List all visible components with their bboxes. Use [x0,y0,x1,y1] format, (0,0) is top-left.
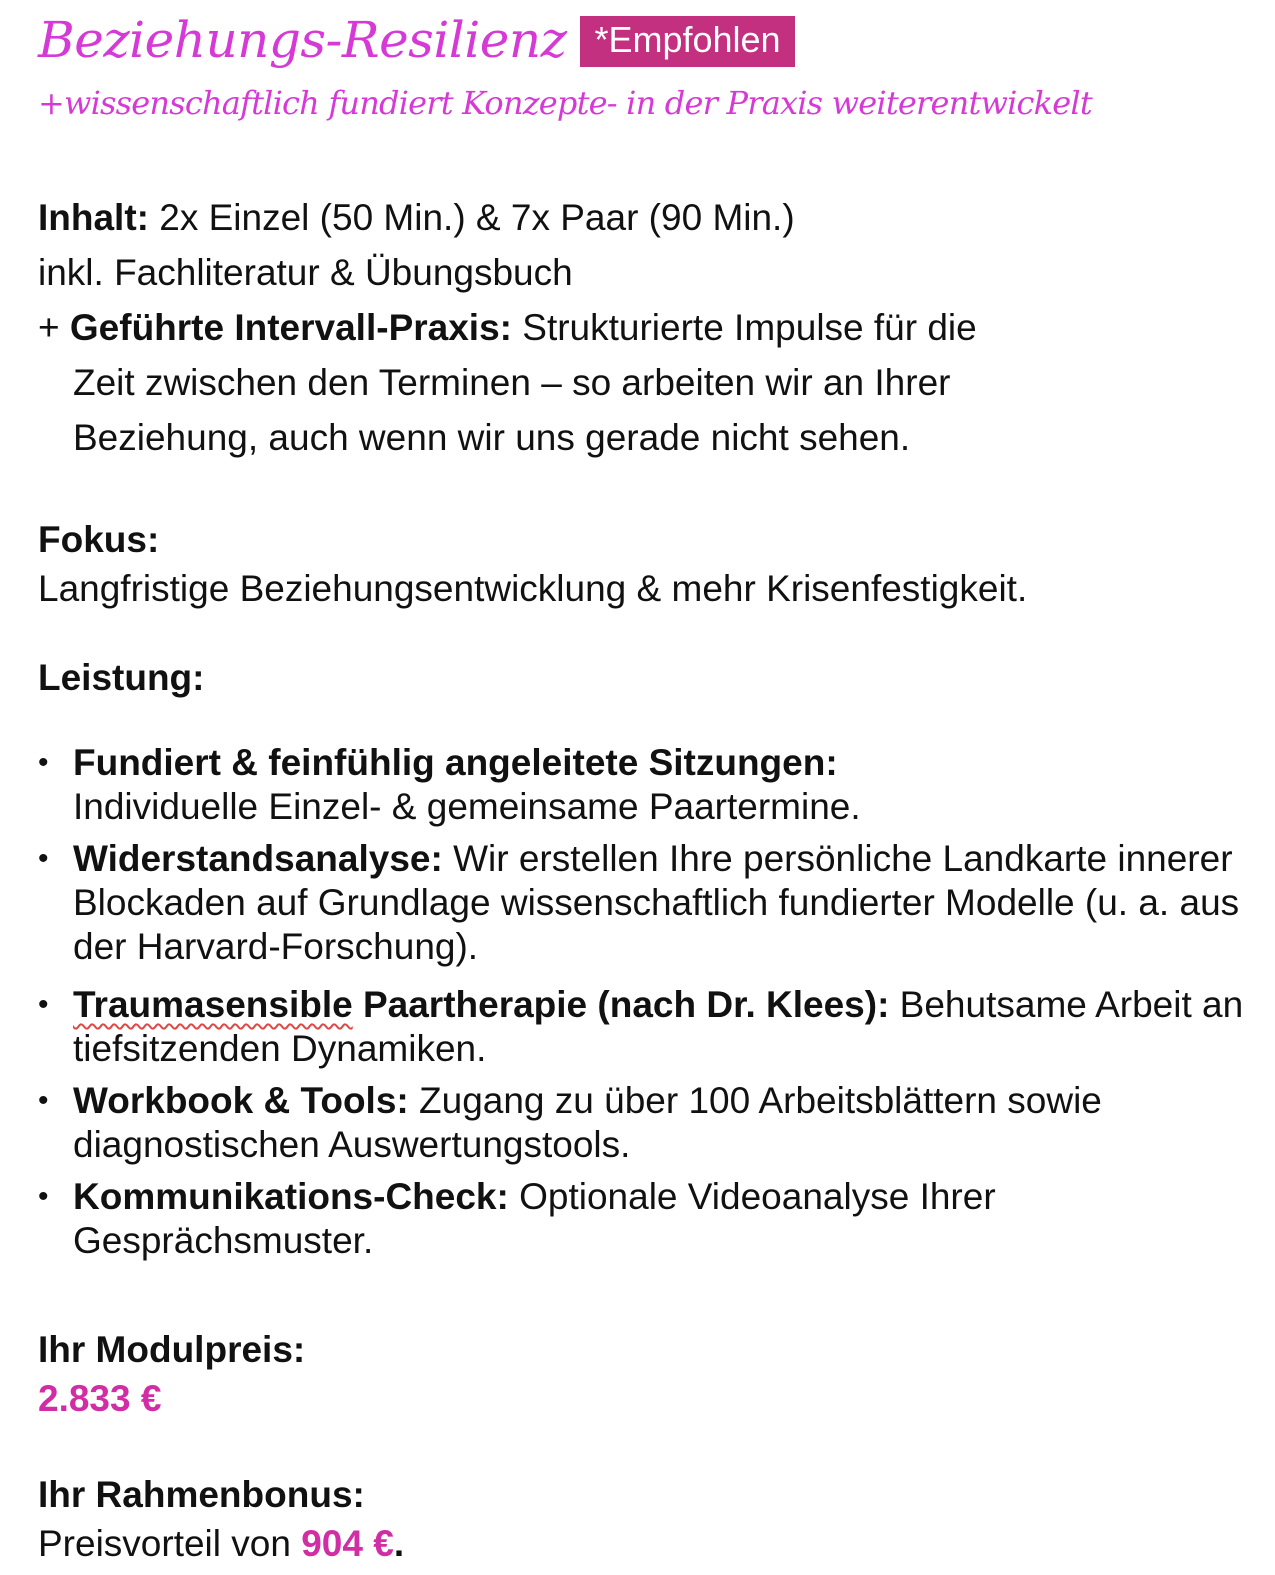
intervall-line [38,300,1267,355]
item-text: Behutsame Arbeit an tiefsitzenden Dynamiken. [73,984,1244,1069]
recommended-badge: *Empfohlen [580,16,794,67]
inhalt-line-2: inkl. Fachliteratur & Übungsbuch [38,252,573,293]
intervall-label: Geführte Intervall-Praxis: [69,307,512,348]
preis-label: Ihr Modulpreis: [38,1329,306,1370]
item-title: Fundiert & feinfühlig angeleitete Sitzungen: [73,742,838,783]
item-text: Optionale Videoanalyse Ihrer Gesprächsmuster. [73,1176,996,1261]
leistung-list [38,741,1275,1271]
list-item [38,837,1275,969]
item-title: Kommunikations-Check: [73,1176,509,1217]
fokus-section [38,515,1267,613]
bonus-value: 904 € [301,1523,394,1564]
leistung-heading [38,650,1267,705]
inhalt-label: Inhalt: [38,197,149,238]
bonus-prefix: Preisvorteil von [38,1523,302,1564]
item-text: Wir erstellen Ihre persönliche Landkarte innerer Blockaden auf Grundlage wissenschaftlich fundierter Modelle (u. a. aus der Harvard-Forschung). [73,838,1240,967]
spellcheck-word: Traumasensible [73,984,353,1025]
fokus-text: Langfristige Beziehungsentwicklung & mehr Krisenfestigkeit. [38,568,1028,609]
intervall-text-2: Zeit zwischen den Terminen – so arbeiten wir an Ihrer [73,362,951,403]
item-title: Workbook & Tools: [73,1080,409,1121]
page-title: Beziehungs-Resilienz [38,10,567,69]
bonus-suffix: . [393,1523,405,1564]
item-text: Zugang zu über 100 Arbeitsblättern sowie diagnostischen Auswertungstools. [73,1080,1102,1165]
intervall-text-3: Beziehung, auch wenn wir uns gerade nicht sehen. [73,417,911,458]
header [38,10,795,69]
preis-section [38,1325,1267,1423]
item-title: Paartherapie (nach Dr. Klees): [352,984,890,1025]
page-subtitle: +wissenschaftlich fundiert Konzepte- in der Praxis weiterentwickelt [38,84,1092,122]
intervall-text-1: Strukturierte Impulse für die [511,307,977,348]
inhalt-section [38,190,1267,465]
bonus-line [38,1519,1267,1568]
bonus-section [38,1470,1267,1568]
inhalt-line [38,190,1267,245]
list-item [38,1175,1275,1263]
fokus-label: Fokus: [38,519,160,560]
inhalt-text: 2x Einzel (50 Min.) & 7x Paar (90 Min.) [148,197,795,238]
list-item [38,1079,1275,1167]
item-title: Widerstandsanalyse: [73,838,443,879]
item-text: Individuelle Einzel- & gemeinsame Paartermine. [73,786,861,827]
plus-sign: + [38,307,70,348]
list-item [38,741,1275,829]
bonus-label: Ihr Rahmenbonus: [38,1474,365,1515]
leistung-label: Leistung: [38,657,205,698]
list-item [38,983,1275,1071]
preis-value: 2.833 € [38,1378,162,1419]
